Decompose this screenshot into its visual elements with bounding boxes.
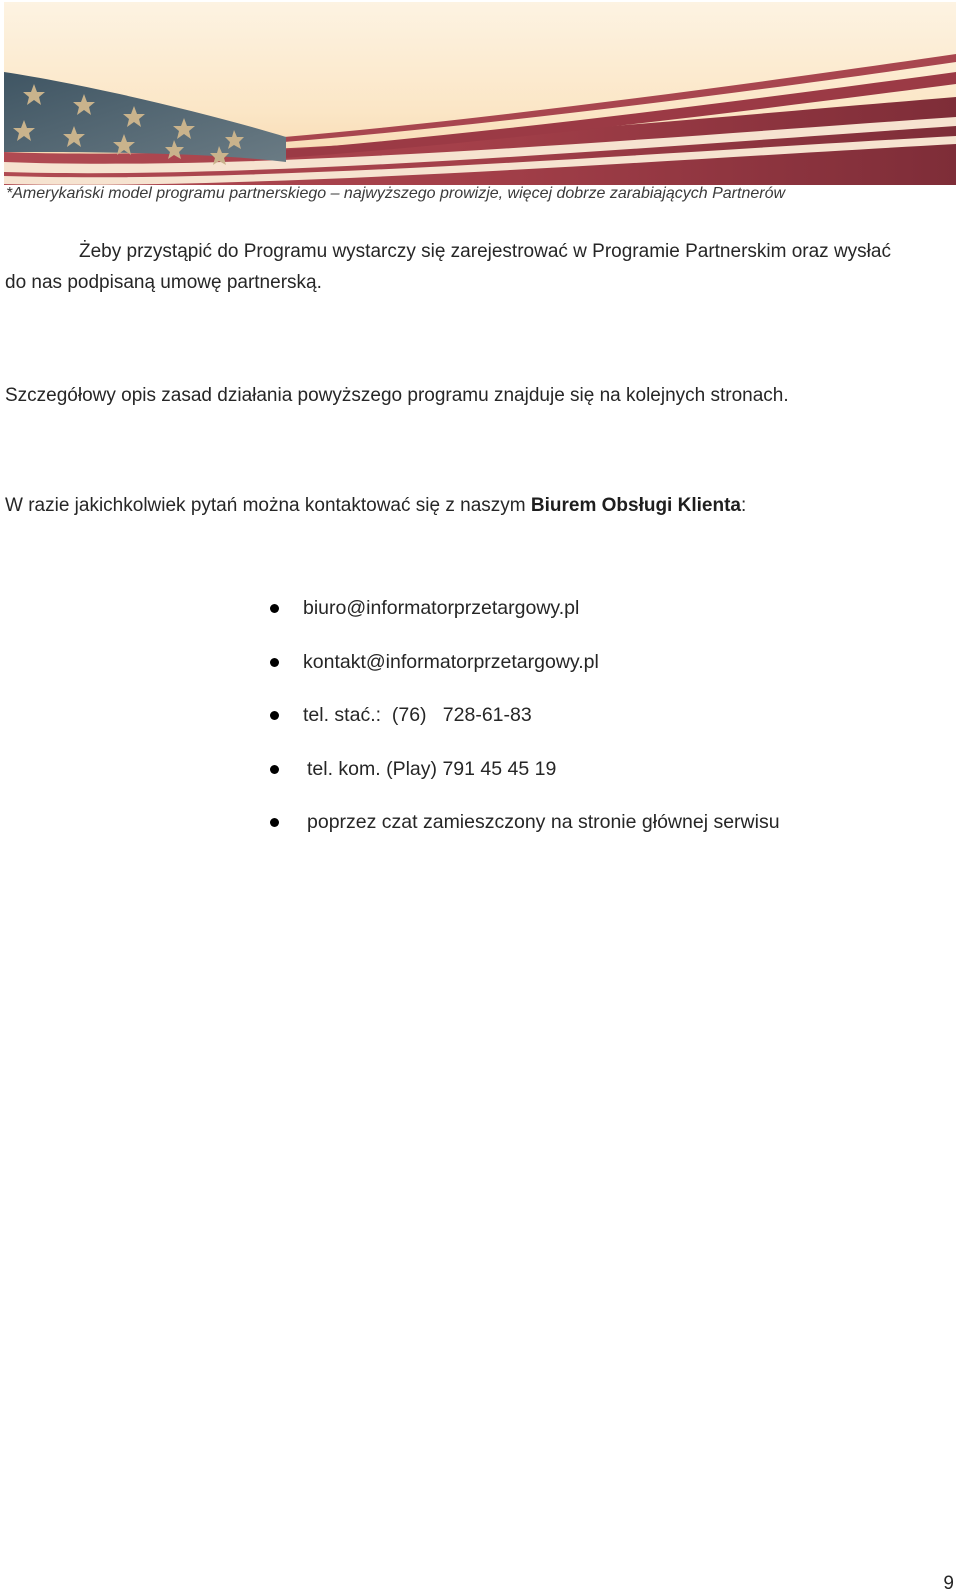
email-link-biuro[interactable]: biuro@informatorprzetargowy.pl xyxy=(303,597,580,619)
contact-intro-colon: : xyxy=(740,495,747,516)
contact-intro-text: W razie jakichkolwiek pytań można kontaktować się z naszym xyxy=(5,495,531,516)
contact-intro xyxy=(5,490,746,521)
mobile-phone: tel. kom. (Play) 791 45 45 19 xyxy=(307,757,557,780)
landline-phone: tel. stać.: (76) 728-61-83 xyxy=(303,704,532,726)
email-link-kontakt[interactable]: kontakt@informatorprzetargowy.pl xyxy=(303,650,599,673)
bullet-icon xyxy=(270,818,279,827)
banner-caption: *Amerykański model programu partnerskiego – najwyższego prowizje, więcej dobrze zarabiających Partnerów xyxy=(6,185,786,202)
page-number: 9 xyxy=(943,1573,954,1594)
join-text: Żeby przystąpić do Programu wystarczy się zarejestrować w Programie Partnerskim oraz wysłać do nas podpisaną umowę partnerską. xyxy=(5,241,891,293)
bullet-icon xyxy=(270,711,279,720)
join-instructions xyxy=(5,236,915,298)
flag-banner xyxy=(4,2,956,185)
american-flag-icon xyxy=(4,2,956,185)
program-description: Szczegółowy opis zasad działania powyższego programu znajduje się na kolejnych stronach. xyxy=(5,385,789,406)
bullet-icon xyxy=(270,658,279,667)
bullet-icon xyxy=(270,765,279,774)
bullet-icon xyxy=(270,604,279,613)
chat-info: poprzez czat zamieszczony na stronie głównej serwisu xyxy=(307,811,780,833)
customer-service-name: Biurem Obsługi Klienta xyxy=(530,495,741,516)
